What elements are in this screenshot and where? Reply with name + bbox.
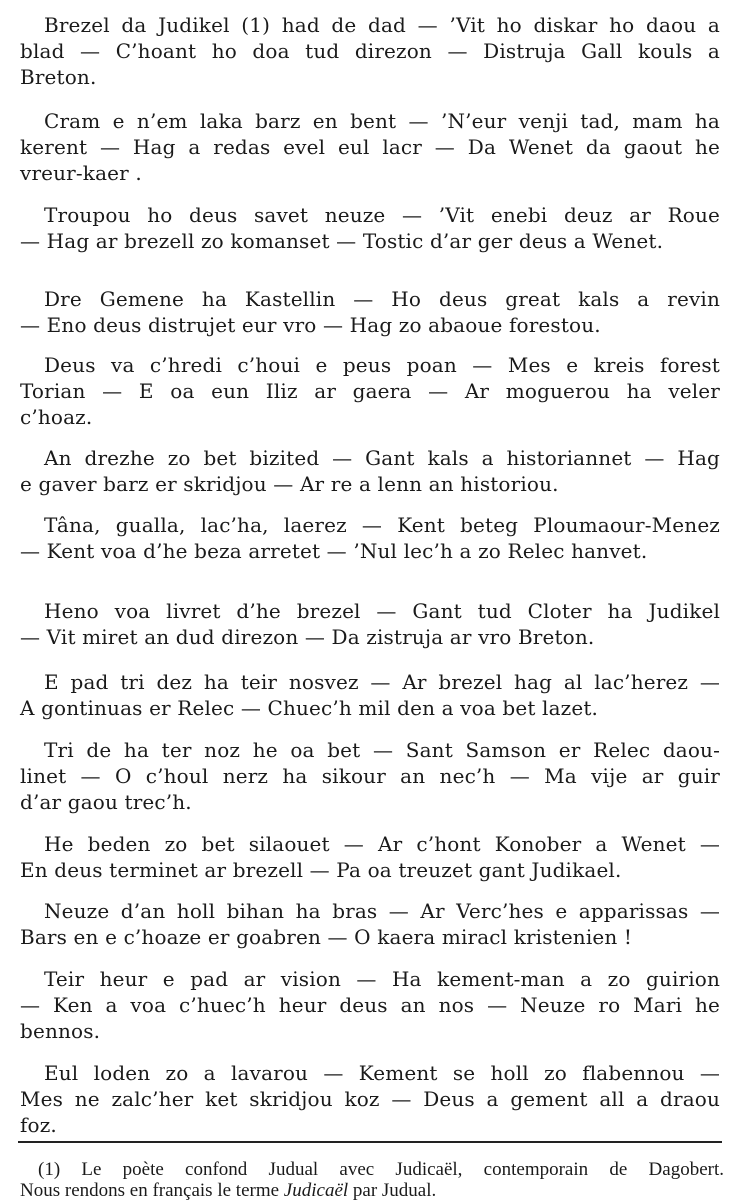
stanza-line: Deus va c’hredi c’houi e peus poan — Mes e kreis forest	[44, 353, 720, 377]
stanza	[20, 1060, 720, 1138]
stanza	[20, 108, 720, 186]
footnote-text: Nous rendons en français le terme	[20, 1180, 284, 1201]
stanza-line: Brezel da Judikel (1) had de dad — ’Vit ho diskar ho daou a	[44, 13, 720, 37]
stanza-line: e gaver barz er skridjou — Ar re a lenn an historiou.	[20, 472, 559, 496]
stanza-line: linet — O c’houl nerz ha sikour an nec’h — Ma vije ar guir	[20, 764, 720, 788]
stanza	[20, 512, 720, 564]
stanza-line: — Vit miret an dud direzon — Da zistruja ar vro Breton.	[20, 625, 595, 649]
stanza-line: foz.	[20, 1113, 57, 1137]
footnote-text: par Judual.	[348, 1180, 437, 1201]
stanza-line: Teir heur e pad ar vision — Ha kement-man a zo guirion	[44, 967, 720, 991]
stanza-line: Mes ne zalc’her ket skridjou koz — Deus a gement all a draou	[20, 1087, 720, 1111]
stanza-line: c’hoaz.	[20, 405, 93, 429]
footnote-separator	[18, 1141, 722, 1143]
stanza-line: — Hag ar brezell zo komanset — Tostic d’ar ger deus a Wenet.	[20, 229, 664, 253]
stanza-line: Dre Gemene ha Kastellin — Ho deus great kals a revin	[44, 287, 720, 311]
stanza-line: — Ken a voa c’huec’h heur deus an nos — Neuze ro Mari he	[20, 993, 720, 1017]
stanza	[20, 445, 720, 497]
stanza-line: blad — C’hoant ho doa tud direzon — Distruja Gall kouls a	[20, 39, 720, 63]
stanza-line: E pad tri dez ha teir nosvez — Ar brezel hag al lac’herez —	[44, 670, 720, 694]
stanza	[20, 737, 720, 815]
footnote-italic-term: Judicaël	[283, 1180, 349, 1201]
stanza	[20, 286, 720, 338]
stanza-line: Bars en e c’hoaze er goabren — O kaera miracl kristenien !	[20, 925, 633, 949]
stanza	[20, 352, 720, 430]
stanza-line: Torian — E oa eun Iliz ar gaera — Ar moguerou ha veler	[20, 379, 720, 403]
stanza-line: kerent — Hag a redas evel eul lacr — Da Wenet da gaout he	[20, 135, 720, 159]
stanza-line: Tâna, gualla, lac’ha, laerez — Kent beteg Ploumaour-Menez	[44, 513, 720, 537]
stanza	[20, 898, 720, 950]
stanza-line: He beden zo bet silaouet — Ar c’hont Konober a Wenet —	[44, 832, 720, 856]
stanza-line: bennos.	[20, 1019, 101, 1043]
footnote	[20, 1159, 724, 1201]
stanza	[20, 12, 720, 90]
stanza	[20, 831, 720, 883]
footnote-line: (1) Le poète confond Judual avec Judicaël, contemporain de Dagobert.	[38, 1159, 724, 1180]
stanza-line: A gontinuas er Relec — Chuec’h mil den a voa bet lazet.	[20, 696, 599, 720]
stanza	[20, 598, 720, 650]
stanza-line: An drezhe zo bet bizited — Gant kals a historiannet — Hag	[44, 446, 720, 470]
stanza-line: Breton.	[20, 65, 97, 89]
stanza-line: Tri de ha ter noz he oa bet — Sant Samson er Relec daou-	[44, 738, 720, 762]
stanza	[20, 202, 720, 254]
stanza-line: Heno voa livret d’he brezel — Gant tud Cloter ha Judikel	[44, 599, 720, 623]
stanza-line: Troupou ho deus savet neuze — ’Vit enebi deuz ar Roue	[44, 203, 720, 227]
footnote-line	[20, 1180, 724, 1201]
stanza-line: Neuze d’an holl bihan ha bras — Ar Verc’hes e apparissas —	[44, 899, 720, 923]
stanza-line: Eul loden zo a lavarou — Kement se holl zo flabennou —	[44, 1061, 720, 1085]
stanza-line: Cram e n’em laka barz en bent — ’N’eur venji tad, mam ha	[44, 109, 720, 133]
stanza-line: d’ar gaou trec’h.	[20, 790, 192, 814]
stanza	[20, 966, 720, 1044]
stanza	[20, 669, 720, 721]
stanza-line: — Kent voa d’he beza arretet — ’Nul lec’h a zo Relec hanvet.	[20, 539, 648, 563]
stanza-line: En deus terminet ar brezell — Pa oa treuzet gant Judikael.	[20, 858, 622, 882]
stanza-line: vreur-kaer .	[20, 161, 142, 185]
stanza-line: — Eno deus distrujet eur vro — Hag zo abaoue forestou.	[20, 313, 601, 337]
